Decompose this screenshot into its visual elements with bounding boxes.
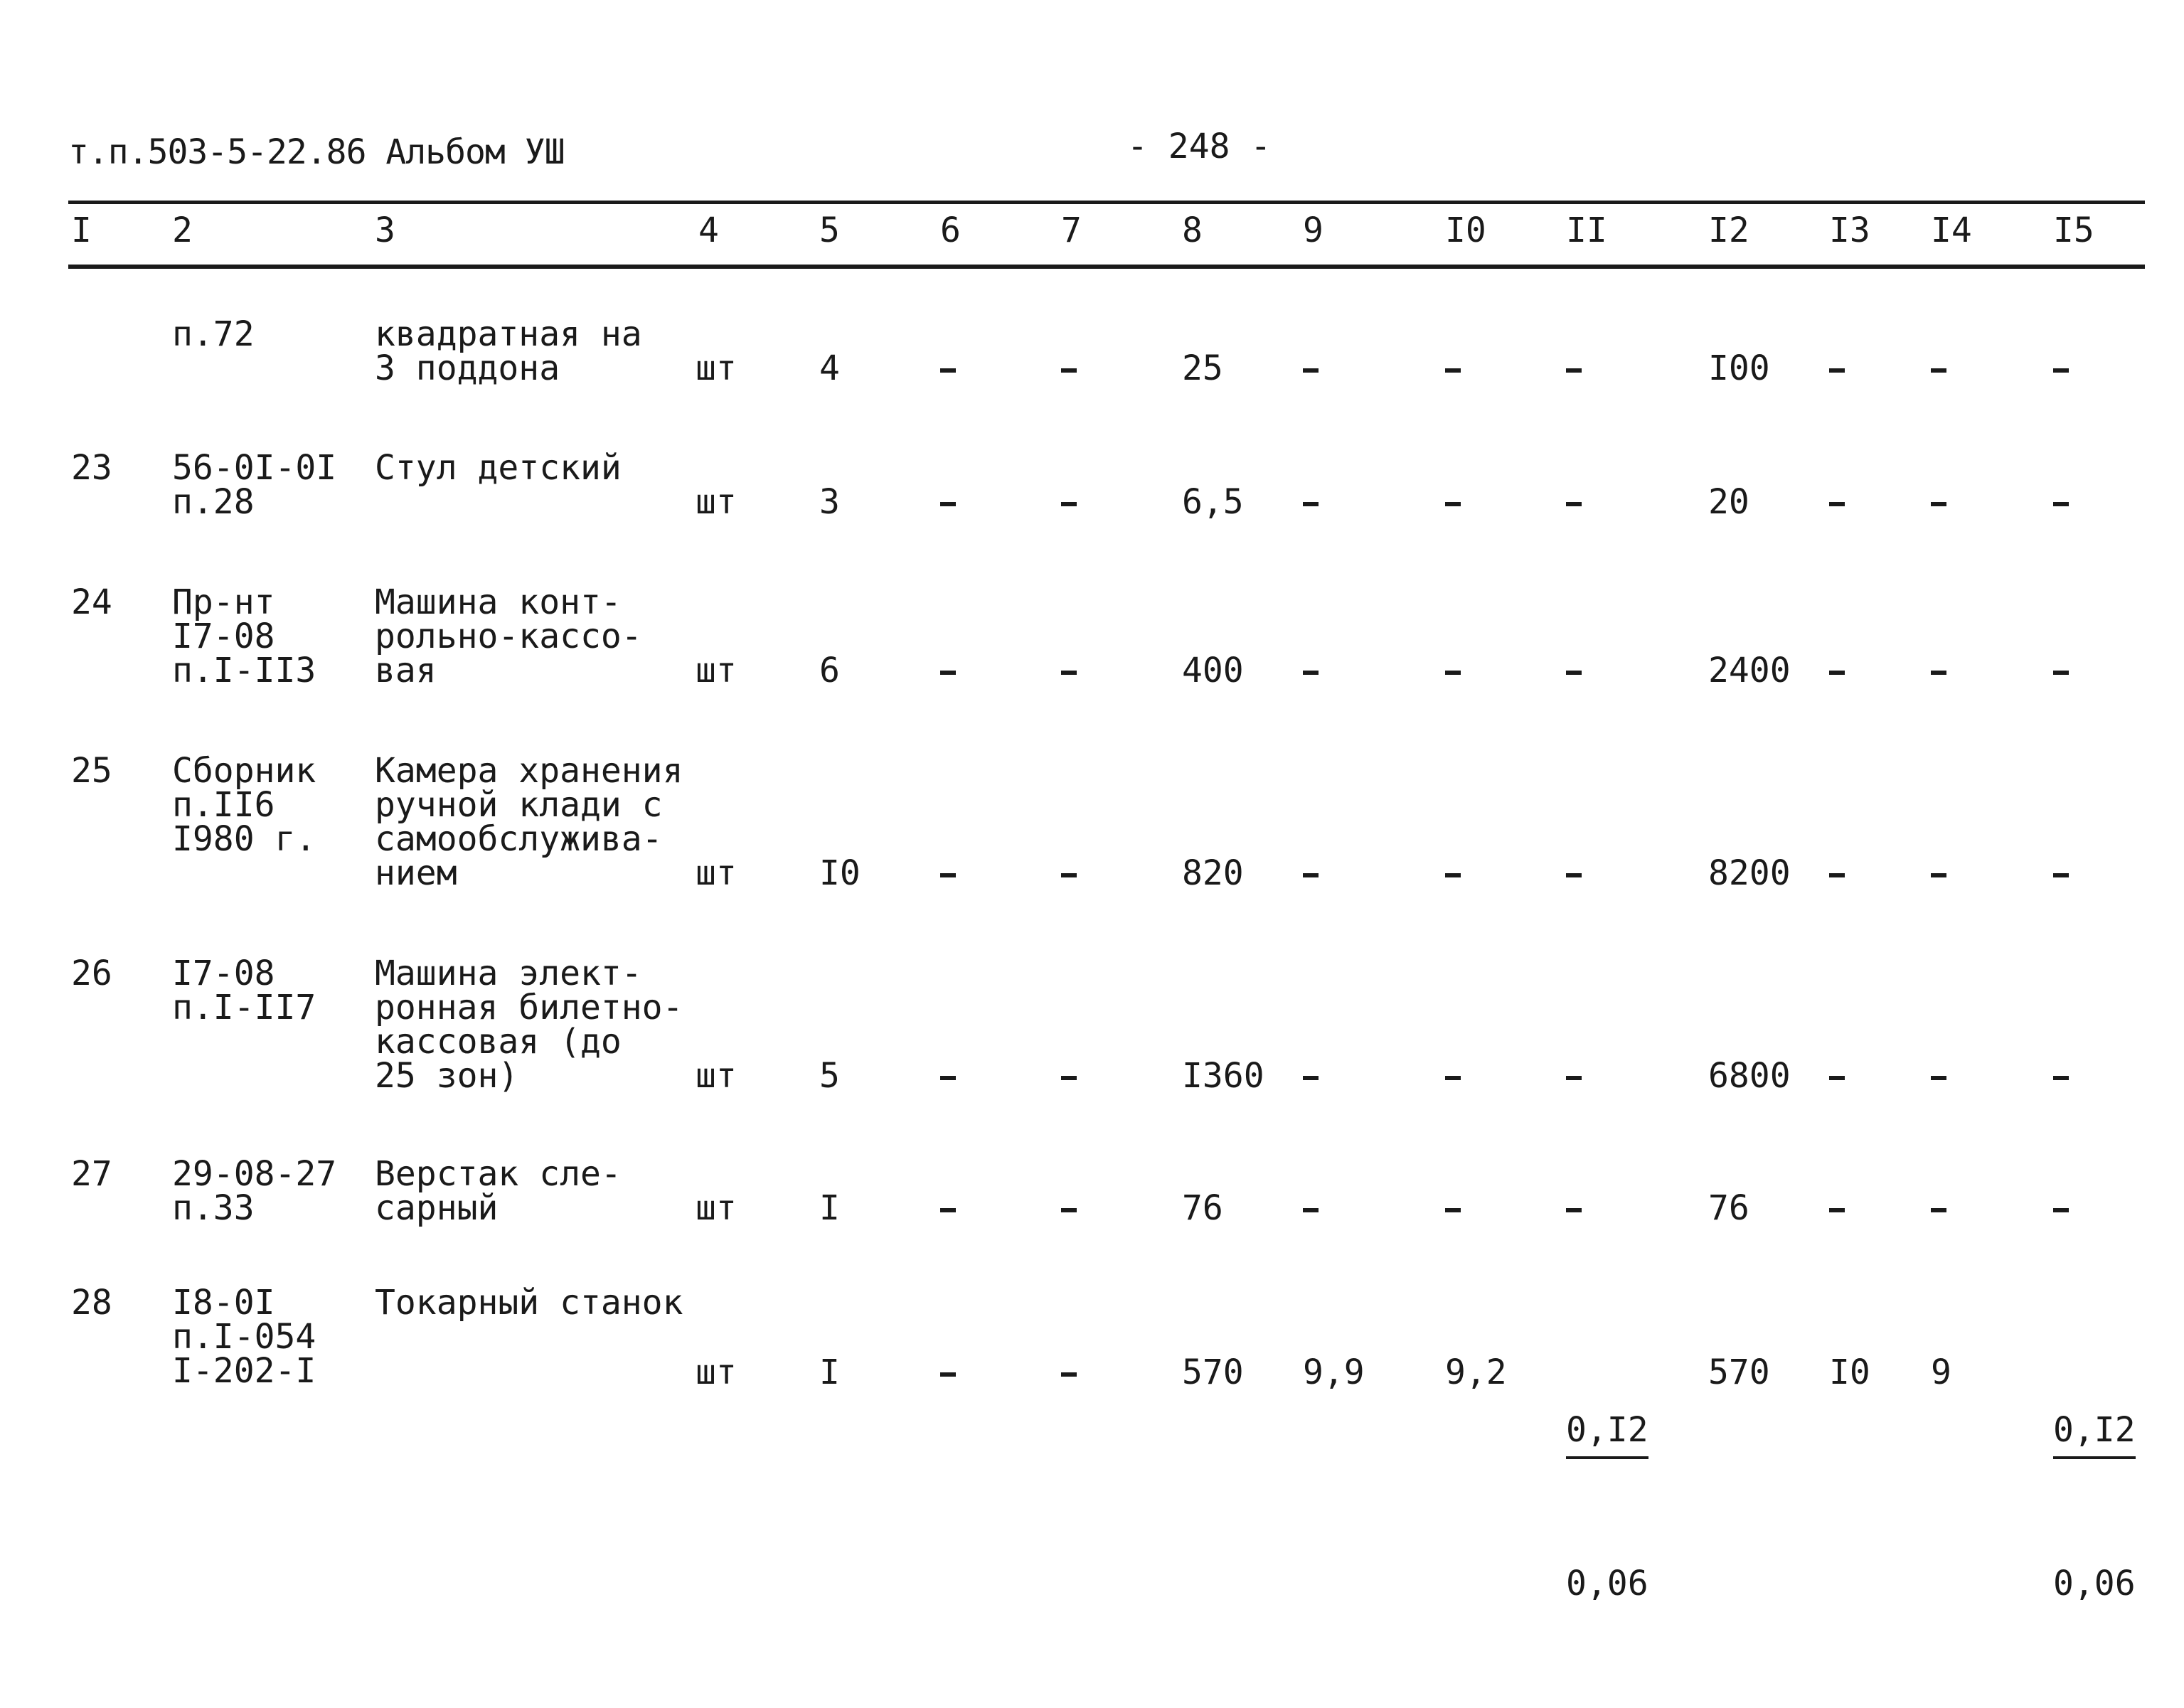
dash-mark [1303,351,1319,385]
row-number: 27 [71,1154,112,1194]
dash-mark [1303,856,1319,890]
row-total: 20 [1708,482,1749,522]
row-unit: шт [696,1352,737,1392]
row-unit: шт [696,1188,737,1228]
row-price: 820 [1182,853,1244,893]
dash-mark [1931,1059,1946,1093]
dash-mark [1931,856,1946,890]
dash-mark [1931,1191,1946,1225]
row-total: 570 [1708,1352,1770,1392]
row-name: Токарный станок [375,1283,683,1323]
dash-mark [1931,653,1946,688]
row-c13: I0 [1829,1352,1870,1392]
row-price: I360 [1182,1056,1264,1096]
dash-mark [940,351,956,385]
doc-reference: т.п.503-5-22.86 Альбом УШ [68,132,565,172]
dash-mark [1566,1191,1582,1225]
dash-mark [1829,1191,1845,1225]
row-unit: шт [696,348,737,388]
dash-mark [1566,856,1582,890]
row-total: 2400 [1708,651,1791,690]
dash-mark [1829,856,1845,890]
header-rule-bottom [68,265,2145,269]
fraction-c15 [2053,1306,2136,1708]
dash-mark [940,653,956,688]
row-number: 23 [71,448,112,488]
row-qty: 5 [819,1056,840,1096]
row-name: Машина элект- ронная билетно- кассовая (до 25 зон) [375,954,683,1096]
fraction-denominator: 0,06 [2053,1564,2136,1603]
column-header: I5 [2053,210,2094,250]
column-header: I2 [1708,210,1749,250]
row-number: 25 [71,751,112,791]
dash-mark [1829,653,1845,688]
header-rule-top [68,201,2145,204]
row-code: I7-08 п.I-II7 [172,954,316,1028]
dash-mark [1061,351,1077,385]
dash-mark [1445,653,1461,688]
row-code: Пр-нт I7-08 п.I-II3 [172,582,316,690]
row-unit: шт [696,853,737,893]
row-price: 6,5 [1182,482,1244,522]
dash-mark [1061,1355,1077,1389]
column-header: I0 [1445,210,1486,250]
row-qty: 3 [819,482,840,522]
row-code: 56-0I-0I п.28 [172,448,337,522]
fraction-c11 [1566,1306,1648,1708]
dash-mark [2053,1059,2069,1093]
dash-mark [1931,485,1946,519]
column-header: I4 [1931,210,1972,250]
row-total: 8200 [1708,853,1791,893]
row-code: 29-08-27 п.33 [172,1154,337,1228]
row-total: I00 [1708,348,1770,388]
dash-mark [1061,856,1077,890]
dash-mark [1829,351,1845,385]
row-number: 28 [71,1283,112,1323]
column-header: 5 [819,210,840,250]
row-qty: I [819,1188,840,1228]
dash-mark [940,485,956,519]
row-qty: I [819,1352,840,1392]
column-header: 3 [375,210,395,250]
row-qty: 4 [819,348,840,388]
dash-mark [2053,653,2069,688]
dash-mark [940,1059,956,1093]
fraction-numerator: 0,I2 [1566,1405,1648,1459]
dash-mark [1566,653,1582,688]
fraction-denominator: 0,06 [1566,1564,1648,1603]
dash-mark [1061,1191,1077,1225]
dash-mark [1303,1191,1319,1225]
dash-mark [1303,653,1319,688]
page-number: - 248 - [1127,127,1272,166]
row-price: 400 [1182,651,1244,690]
dash-mark [940,1355,956,1389]
dash-mark [1061,485,1077,519]
dash-mark [1445,351,1461,385]
row-number: 24 [71,582,112,622]
row-c10: 9,2 [1445,1352,1507,1392]
row-total: 6800 [1708,1056,1791,1096]
row-price: 570 [1182,1352,1244,1392]
row-code: Сборник п.II6 I980 г. [172,751,316,859]
dash-mark [1829,1059,1845,1093]
dash-mark [1303,485,1319,519]
row-unit: шт [696,1056,737,1096]
dash-mark [1566,351,1582,385]
column-header: 2 [172,210,193,250]
dash-mark [2053,1191,2069,1225]
row-name: Верстак сле- сарный [375,1154,622,1228]
row-c14: 9 [1931,1352,1951,1392]
dash-mark [2053,485,2069,519]
column-header: 7 [1061,210,1082,250]
column-header: I3 [1829,210,1870,250]
row-number: 26 [71,954,112,993]
column-header: 9 [1303,210,1323,250]
dash-mark [1829,485,1845,519]
dash-mark [1566,485,1582,519]
dash-mark [1931,351,1946,385]
row-unit: шт [696,651,737,690]
column-header: 6 [940,210,961,250]
dash-mark [1445,1191,1461,1225]
dash-mark [1445,856,1461,890]
dash-mark [2053,856,2069,890]
row-c9: 9,9 [1303,1352,1365,1392]
dash-mark [1445,485,1461,519]
row-name: квадратная на 3 поддона [375,314,642,388]
dash-mark [1566,1059,1582,1093]
row-price: 25 [1182,348,1223,388]
dash-mark [1061,653,1077,688]
fraction-numerator: 0,I2 [2053,1405,2136,1459]
dash-mark [1445,1059,1461,1093]
row-unit: шт [696,482,737,522]
row-code: I8-0I п.I-054 I-202-I [172,1283,316,1391]
row-total: 76 [1708,1188,1749,1228]
row-name: Стул детский [375,448,622,488]
column-header: I [71,210,92,250]
dash-mark [940,1191,956,1225]
dash-mark [1061,1059,1077,1093]
row-qty: I0 [819,853,861,893]
column-header: II [1566,210,1607,250]
row-name: Камера хранения ручной клади с самообслужива- нием [375,751,683,893]
dash-mark [1303,1059,1319,1093]
column-header: 4 [698,210,719,250]
row-name: Машина конт- рольно-кассо- вая [375,582,642,690]
dash-mark [940,856,956,890]
row-qty: 6 [819,651,840,690]
row-code: п.72 [172,314,255,354]
column-header: 8 [1182,210,1203,250]
dash-mark [2053,351,2069,385]
row-price: 76 [1182,1188,1223,1228]
